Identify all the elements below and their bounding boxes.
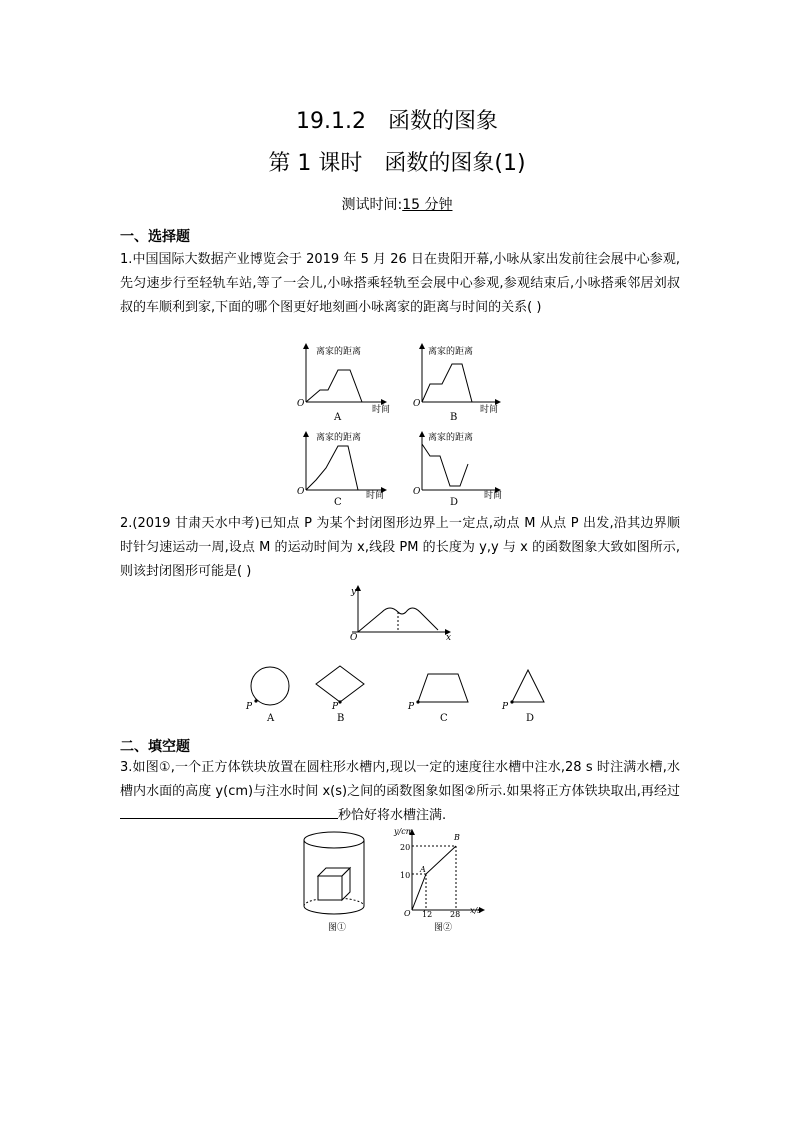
test-time-value: 15 分钟 (402, 197, 453, 213)
q3-fig1-caption: 图① (328, 923, 347, 933)
test-time (0, 194, 794, 214)
q2-option-b-rhombus (316, 666, 364, 724)
q1-option-a-label: A (334, 412, 342, 423)
q2-option-d-triangle (501, 670, 544, 724)
q2-c-point-p: P (408, 702, 415, 712)
answer-blank (120, 804, 338, 819)
q1-b-ylabel: 离家的距离 (428, 347, 474, 357)
q2-xlabel: x (446, 633, 452, 642)
q1-a-ylabel: 离家的距离 (316, 347, 362, 357)
q2-option-c-trapezoid (407, 674, 468, 724)
q1-b-xlabel: 时间 (480, 405, 499, 415)
q1-graph-b (413, 344, 500, 423)
q2-option-b-label: B (337, 713, 345, 724)
q1-option-d-label: D (450, 497, 459, 505)
q3-ytick-10: 10 (400, 871, 411, 880)
lesson-subtitle: 第 1 课时 函数的图象(1) (268, 151, 526, 176)
test-time-label: 测试时间: (341, 197, 403, 213)
q2-function-graph (340, 582, 460, 642)
q3-xtick-12: 12 (422, 910, 433, 919)
q2-option-a-label: A (267, 713, 275, 724)
q1-c-origin: O (297, 487, 305, 497)
page-title: 19.1.2 函数的图象 (296, 109, 498, 134)
q2-option-a-circle (245, 667, 289, 724)
q2-ylabel: y (351, 587, 357, 597)
q3-figure-2-graph (390, 826, 490, 938)
q2-d-point-p: P (502, 702, 509, 712)
q1-b-origin: O (413, 399, 421, 409)
q2-b-point-p: P (332, 702, 339, 712)
q2-a-point-p: P (246, 702, 253, 712)
q3-ylabel: y/cm (394, 827, 414, 836)
q1-option-b-label: B (450, 412, 458, 423)
section-choice-heading: 一、选择题 (120, 229, 190, 245)
question-3-text-after: 秒恰好将水槽注满. (338, 808, 447, 823)
q1-graph-a (297, 344, 390, 423)
q1-option-graphs (290, 340, 510, 505)
q3-xtick-28: 28 (450, 910, 461, 919)
q3-figure-1-cylinder (298, 828, 378, 938)
q3-point-b: B (454, 833, 460, 842)
q3-point-a: A (420, 865, 426, 874)
q1-d-origin: O (413, 487, 421, 497)
cube-icon (318, 868, 350, 900)
q1-d-xlabel: 时间 (484, 491, 503, 501)
q1-c-xlabel: 时间 (366, 491, 385, 501)
q1-a-xlabel: 时间 (372, 405, 391, 415)
q1-graph-d (413, 431, 502, 505)
q2-option-d-label: D (526, 713, 535, 724)
q2-shape-options (240, 664, 560, 726)
question-3-text-before: 3.如图①,一个正方体铁块放置在圆柱形水槽内,现以一定的速度往水槽中注水,28 s 时注满水槽,水槽内水面的高度 y(cm)与注水时间 x(s)之间的函数图象如图②所示.如果将正方体铁块取出,再经过 (120, 760, 680, 799)
q2-origin: O (350, 633, 358, 642)
q1-a-origin: O (297, 399, 305, 409)
q3-origin: O (404, 909, 411, 918)
q2-option-c-label: C (440, 713, 448, 724)
question-3-text (120, 756, 680, 828)
section-fill-heading: 二、填空题 (120, 739, 190, 755)
q3-xlabel: x/s (470, 906, 482, 915)
question-2-text: 2.(2019 甘肃天水中考)已知点 P 为某个封闭图形边界上一定点,动点 M 从点 P 出发,沿其边界顺时针匀速运动一周,设点 M 的运动时间为 x,线段 PM 的长度为 y,y 与 x 的函数图象大致如图所示,则该封闭图形可能是( ) (120, 516, 680, 579)
q1-d-ylabel: 离家的距离 (428, 433, 474, 443)
question-1-text: 1.中国国际大数据产业博览会于 2019 年 5 月 26 日在贵阳开幕,小咏从家出发前往会展中心参观,先匀速步行至轻轨车站,等了一会儿,小咏搭乘轻轨至会展中心参观,参观结束后,小咏搭乘邻居刘叔叔的车顺利到家,下面的哪个图更好地刻画小咏离家的距离与时间的关系( ) (120, 252, 680, 315)
q1-c-ylabel: 离家的距离 (316, 433, 362, 443)
q1-graph-c (297, 431, 386, 505)
q1-option-c-label: C (334, 497, 342, 505)
q3-fig2-caption: 图② (434, 923, 453, 933)
q3-ytick-20: 20 (400, 843, 411, 852)
